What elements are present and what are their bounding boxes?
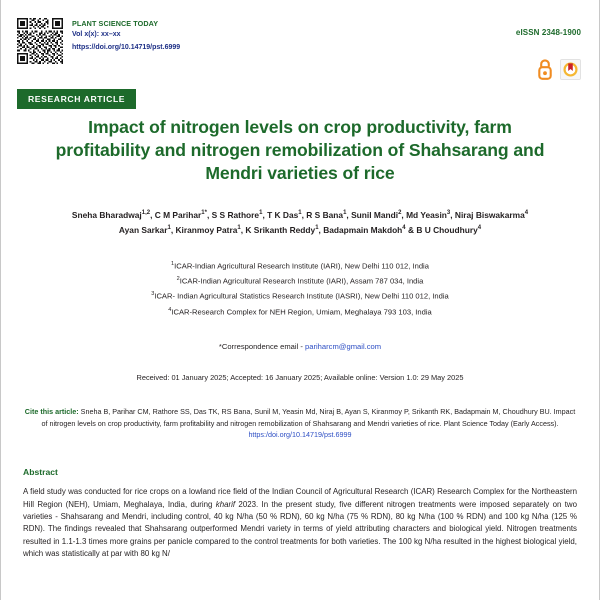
author-affiliation-marker: 1 bbox=[167, 225, 171, 232]
affiliation-marker: 3 bbox=[151, 291, 155, 298]
author-separator: , bbox=[150, 209, 155, 220]
cite-doi-link[interactable]: https:/doi.org/10.14719/pst.6999 bbox=[248, 430, 352, 440]
affiliation-text: ICAR-Indian Agricultural Research Institute (IARI), Assam 787 034, India bbox=[179, 276, 424, 286]
author-affiliation-marker: 4 bbox=[477, 225, 482, 232]
author-name: Kiranmoy Patra$^1$ bbox=[175, 225, 241, 236]
author-affiliation-marker: 4 bbox=[524, 209, 529, 216]
author-separator: , bbox=[401, 209, 407, 220]
page-title: Impact of nitrogen levels on crop productivity, farm profitability and nitrogen remobilization of Shahsarang and Mendri varieties of rice bbox=[55, 117, 545, 184]
author-line-1 bbox=[25, 208, 575, 224]
correspondence-email-link[interactable]: pariharcm@gmail.com bbox=[305, 342, 382, 352]
author-affiliation-marker: 4 bbox=[402, 225, 406, 232]
author-affiliation-marker: 2 bbox=[398, 209, 402, 216]
affiliation-item bbox=[25, 289, 575, 304]
author-affiliation-marker: 3 bbox=[446, 209, 451, 216]
eissn-label: eISSN 2348-1900 bbox=[515, 28, 581, 37]
author-affiliation-marker: 1 bbox=[343, 209, 347, 216]
author-separator: , bbox=[170, 225, 176, 236]
author-separator: , bbox=[262, 209, 268, 220]
author-name: Ayan Sarkar$^1$ bbox=[118, 225, 171, 236]
author-name: Md Yeasin$^3$ bbox=[406, 209, 451, 220]
author-name: K Srikanth Reddy$^1$ bbox=[245, 225, 319, 236]
affiliation-marker: 2 bbox=[176, 276, 180, 283]
author-name: C M Parihar$^{1*}$ bbox=[154, 209, 207, 220]
author-name: Sunil Mandi$^2$ bbox=[351, 209, 402, 220]
author-separator: , bbox=[301, 209, 307, 220]
affiliation-item bbox=[25, 274, 575, 289]
author-affiliation-marker: 1 bbox=[237, 225, 241, 232]
author-line-2 bbox=[25, 223, 575, 239]
author-separator: , bbox=[206, 209, 212, 220]
affiliation-item bbox=[25, 259, 575, 274]
abstract-heading: Abstract bbox=[23, 467, 58, 478]
affiliation-item bbox=[25, 305, 575, 320]
abstract-part-1: A field study was conducted for rice crops on a lowland rice field of the Indian Council of Agricultural Research (ICAR) Research Complex for the Northeastern Hill Region (NEH), Umiam, Meghalaya, India, during bbox=[23, 487, 577, 509]
abstract-text bbox=[23, 486, 577, 561]
affiliation-text: ICAR- Indian Agricultural Statistics Research Institute (IASRI), New Delhi 110 012, India bbox=[154, 291, 449, 301]
badge-group bbox=[537, 58, 581, 80]
author-name: S S Rathore$^1$ bbox=[211, 209, 263, 220]
author-name: B U Choudhury$^4$ bbox=[416, 225, 482, 236]
author-name: T K Das$^1$ bbox=[267, 209, 302, 220]
cite-this-article bbox=[23, 406, 577, 441]
open-access-icon[interactable] bbox=[537, 58, 553, 80]
correspondence-label: *Correspondence email - bbox=[218, 342, 303, 352]
cite-label: Cite this article: bbox=[24, 407, 79, 417]
journal-name: PLANT SCIENCE TODAY bbox=[72, 19, 159, 28]
journal-doi-link[interactable]: https://doi.org/10.14719/pst.6999 bbox=[72, 43, 181, 51]
affiliation-list bbox=[25, 259, 575, 320]
author-list bbox=[25, 208, 575, 239]
author-affiliation-marker: 1 bbox=[298, 209, 302, 216]
affiliation-marker: 4 bbox=[168, 306, 172, 313]
author-separator: , bbox=[318, 225, 324, 236]
article-type-badge: RESEARCH ARTICLE bbox=[17, 89, 136, 109]
cite-text: Sneha B, Parihar CM, Rathore SS, Das TK, RS Bana, Sunil M, Yeasin Md, Niraj B, Ayan S, Kiranmoy P, Srikanth RK, Badapmain M, Choudhury BU. Impact of nitrogen levels on crop productivity, farm profitability and nitrogen remobilization of Shahsarang and Mendri varieties of rice. Plant Science Today (Early Access). bbox=[41, 407, 576, 428]
journal-identity bbox=[17, 18, 581, 64]
publication-dates: Received: 01 January 2025; Accepted: 16 January 2025; Available online: Version 1.0: 29 May 2025 bbox=[136, 373, 464, 383]
abstract-italic-term: kharif bbox=[215, 499, 236, 509]
page-header bbox=[1, 0, 599, 104]
affiliation-marker: 1 bbox=[171, 260, 175, 267]
qr-code-icon[interactable] bbox=[17, 18, 63, 64]
journal-meta bbox=[72, 18, 180, 53]
abstract-part-2: 2023. In the present study, five different nitrogen treatments were imposed separately on two varieties - Shahsarang and Mendri, including control, 40 kg N/ha (50 % RDN), 60 kg N/ha (75 % RDN), 80 kg N/ha (100 % RDN) and 100 kg N/ha (125 % RDN). The findings revealed that Shahsarang outperformed Mendri variety in terms of yield attributing characters and biological yield. Nitrogen treatments resulted in 1.1-1.3 times more grains per panicle compared to the control treatments for both varieties. The 100 kg N/ha resulted in the highest biological yield, which was statistically at par with 80 kg N/ bbox=[23, 499, 577, 559]
author-name: R S Bana$^1$ bbox=[306, 209, 347, 220]
author-separator: , bbox=[450, 209, 455, 220]
author-separator: & bbox=[405, 225, 417, 236]
journal-volume: Vol x(x): xx–xx bbox=[72, 31, 121, 39]
author-name: Badapmain Makdoh$^4$ bbox=[323, 225, 406, 236]
author-separator: , bbox=[346, 209, 352, 220]
author-affiliation-marker: 1 bbox=[259, 209, 263, 216]
author-affiliation-marker: 1 bbox=[315, 225, 319, 232]
author-name: Sneha Bharadwaj$^{1,2}$ bbox=[71, 209, 151, 220]
affiliation-text: ICAR-Indian Agricultural Research Institute (IARI), New Delhi 110 012, India bbox=[174, 261, 429, 271]
crossmark-icon[interactable] bbox=[560, 59, 581, 80]
affiliation-text: ICAR-Research Complex for NEH Region, Umiam, Meghalaya 793 103, India bbox=[171, 307, 432, 317]
correspondence-line bbox=[25, 342, 575, 351]
author-name: Niraj Biswakarma$^4$ bbox=[454, 209, 529, 220]
author-affiliation-marker: 1,2 bbox=[141, 209, 151, 216]
author-affiliation-marker: 1* bbox=[201, 209, 207, 216]
author-separator: , bbox=[240, 225, 246, 236]
